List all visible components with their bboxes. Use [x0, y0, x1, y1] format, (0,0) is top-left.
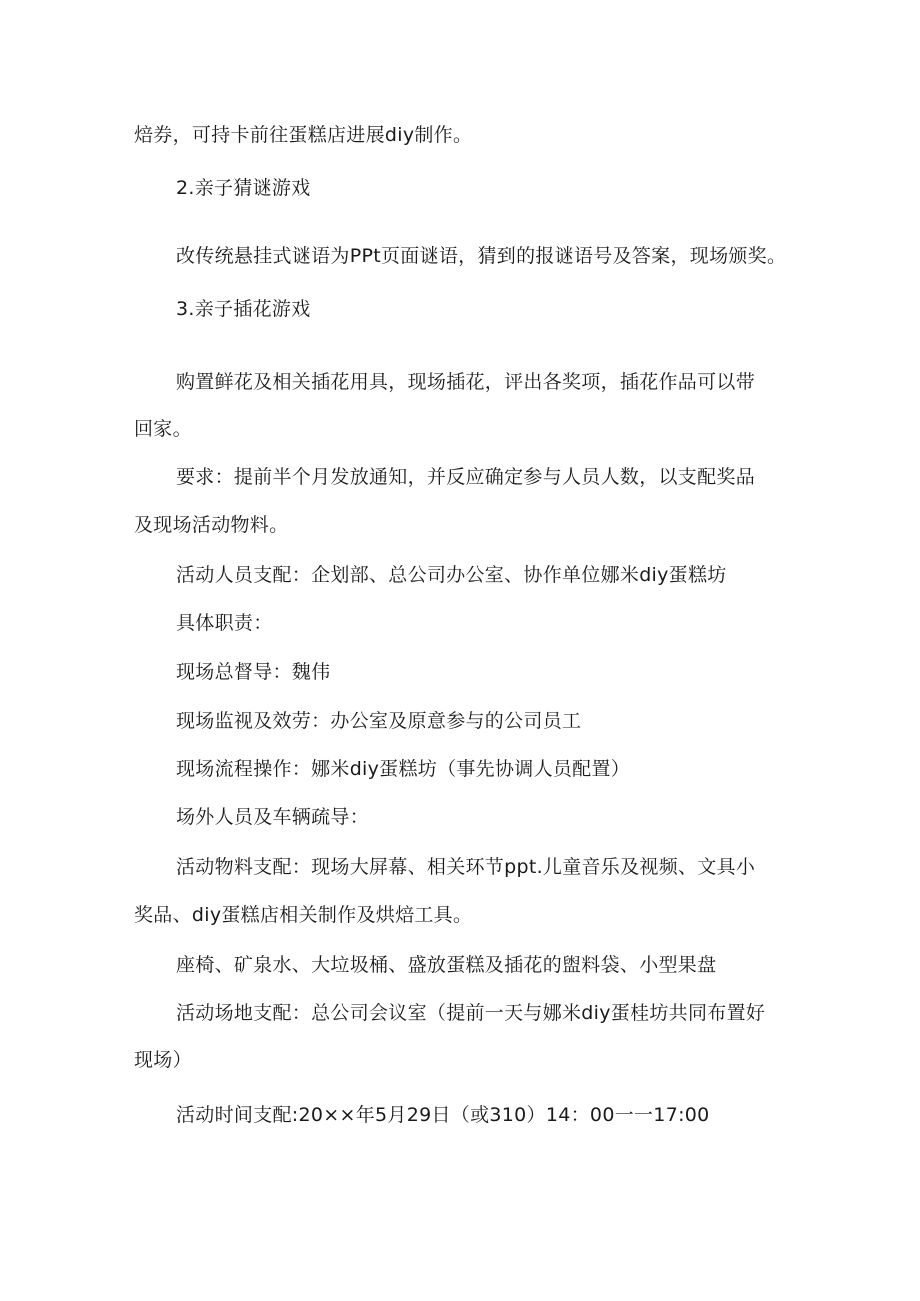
text-line: 焙券，可持卡前往蛋糕店进展diy制作。 [134, 124, 473, 146]
text-line: 购置鲜花及相关插花用具，现场插花，评出各奖项，插花作品可以带 [176, 371, 756, 393]
text-line: 回家。 [134, 418, 192, 440]
section-heading: 3.亲子插花游戏 [176, 298, 311, 320]
text-line: 座椅、矿泉水、大垃圾桶、盛放蛋糕及插花的盥料袋、小型果盘 [176, 954, 717, 976]
text-line: 要求：提前半个月发放通知，并反应确定参与人员人数，以支配奖品 [176, 466, 756, 488]
text-line: 现场流程操作：娜米diy蛋糕坊（事先协调人员配置） [176, 758, 631, 780]
text-line: 具体职责： [176, 612, 273, 634]
text-line: 现场监视及效劳：办公室及原意参与的公司员工 [176, 710, 582, 732]
text-line: 改传统悬挂式谜语为PPt页面谜语，猜到的报谜语号及答案，现场颁奖。 [176, 245, 787, 267]
text-line: 活动人员支配：企划部、总公司办公室、协作单位娜米diy蛋糕坊 [176, 564, 727, 586]
section-heading: 2.亲子猜谜游戏 [176, 177, 311, 199]
text-line: 活动物料支配：现场大屏幕、相关环节ppt.儿童音乐及视频、文具小 [176, 856, 756, 878]
text-line: 现场） [134, 1049, 192, 1071]
text-line: 活动场地支配：总公司会议室（提前一天与娜米diy蛋桂坊共同布置好 [176, 1002, 766, 1024]
text-line: 奖品、diy蛋糕店相关制作及烘焙工具。 [134, 904, 473, 926]
text-line: 场外人员及车辆疏导： [176, 806, 370, 828]
text-line: 活动时间支配:20××年5月29日（或310）14：00一一17:00 [176, 1104, 710, 1126]
text-line: 及现场活动物料。 [134, 514, 289, 536]
text-line: 现场总督导：魏伟 [176, 661, 331, 683]
